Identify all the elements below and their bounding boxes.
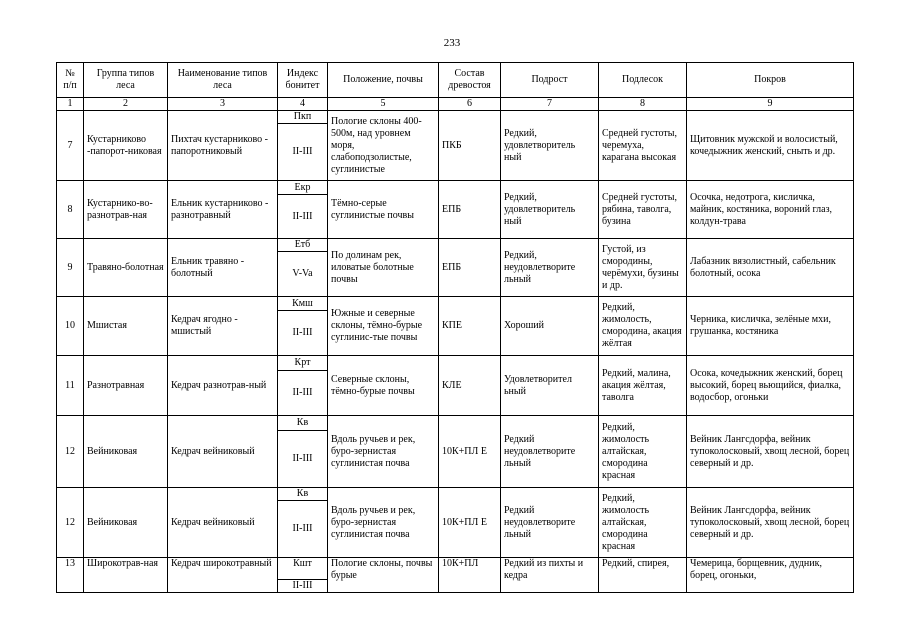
undergrowth-cell: Редкий неудовлетворите льный	[501, 488, 599, 558]
table-row	[57, 488, 854, 501]
row-number: 11	[57, 356, 84, 416]
forest-type-name: Ельник кустарниково - разнотравный	[168, 181, 278, 239]
group-cell: Кустарниково -папорот-никовая	[84, 111, 168, 181]
header-name: Наименование типов леса	[168, 63, 278, 98]
index-cell: Етб	[278, 239, 328, 252]
cover-cell: Черника, кисличка, зелёные мхи, грушанка, костяника	[687, 297, 854, 356]
column-number: 2	[84, 98, 168, 111]
index-cell: Кмш	[278, 297, 328, 311]
forest-type-name: Кедрач ягодно - мшистый	[168, 297, 278, 356]
table-row	[57, 111, 854, 124]
index-cell: Кв	[278, 488, 328, 501]
header-index: Индекс бонитет	[278, 63, 328, 98]
group-cell: Вейниковая	[84, 488, 168, 558]
index-cell: Пкп	[278, 111, 328, 124]
header-undergrowth: Подрост	[501, 63, 599, 98]
undergrowth-cell: Редкий, удовлетворитель ный	[501, 181, 599, 239]
column-number: 6	[439, 98, 501, 111]
table-row	[57, 416, 854, 431]
undergrowth-cell: Удовлетворител ьный	[501, 356, 599, 416]
bonitet-cell: II-III	[278, 371, 328, 416]
group-cell: Кустарнико-во-разнотрав-ная	[84, 181, 168, 239]
position-cell: Пологие склоны, почвы бурые	[328, 558, 439, 580]
forest-types-table	[56, 62, 854, 593]
row-number: 9	[57, 239, 84, 297]
shrubs-cell: Редкий, жимолость алтайская, смородина красная	[599, 488, 687, 558]
column-number: 1	[57, 98, 84, 111]
composition-cell: КЛЕ	[439, 356, 501, 416]
position-cell: Вдоль ручьев и рек, буро-зернистая суглинистая почва	[328, 416, 439, 488]
page-number: 233	[443, 37, 461, 49]
undergrowth-cell: Хороший	[501, 297, 599, 356]
cover-cell: Щитовник мужской и волосистый, кочедыжник женский, сныть и др.	[687, 111, 854, 181]
shrubs-cell: Средней густоты, черемуха, карагана высокая	[599, 111, 687, 181]
cover-cell: Лабазник вязолистный, сабельник болотный, осока	[687, 239, 854, 297]
undergrowth-cell: Редкий из пихты и кедра	[501, 558, 599, 580]
cover-cell: Чемерица, борщевник, дудник, борец, огоньки,	[687, 558, 854, 580]
forest-type-name: Кедрач широкотравный	[168, 558, 278, 580]
row-number: 12	[57, 488, 84, 558]
composition-cell: 10К+ПЛ	[439, 558, 501, 580]
position-cell: Тёмно-серые суглинистые почвы	[328, 181, 439, 239]
header-composition: Состав древостоя	[439, 63, 501, 98]
table-row	[57, 181, 854, 195]
group-cell: Травяно-болотная	[84, 239, 168, 297]
column-number: 8	[599, 98, 687, 111]
cover-cell: Осочка, недотрога, кисличка, майник, костяника, вороний глаз, колдун-трава	[687, 181, 854, 239]
row-number: 13	[57, 558, 84, 580]
bonitet-cell: II-III	[278, 124, 328, 181]
forest-type-name: Пихтач кустарниково - папоротниковый	[168, 111, 278, 181]
position-cell: Вдоль ручьев и рек, буро-зернистая суглинистая почва	[328, 488, 439, 558]
shrubs-cell: Средней густоты, рябина, таволга, бузина	[599, 181, 687, 239]
row-number: 7	[57, 111, 84, 181]
group-cell: Разнотравная	[84, 356, 168, 416]
cover-cell: Вейник Лангсдорфа, вейник тупоколосковый, хвощ лесной, борец северный и др.	[687, 488, 854, 558]
shrubs-cell: Редкий, малина, акация жёлтая, таволга	[599, 356, 687, 416]
composition-cell: ЕПБ	[439, 181, 501, 239]
undergrowth-cell: Редкий, удовлетворитель ный	[501, 111, 599, 181]
forest-type-name: Кедрач вейниковый	[168, 488, 278, 558]
header-num: № п/п	[57, 63, 84, 98]
header-position: Положение, почвы	[328, 63, 439, 98]
table-row	[57, 239, 854, 252]
group-cell: Мшистая	[84, 297, 168, 356]
forest-type-name: Кедрач разнотрав-ный	[168, 356, 278, 416]
index-cell: Крт	[278, 356, 328, 371]
bonitet-cell: V-Va	[278, 252, 328, 297]
bonitet-cell: II-III	[278, 431, 328, 488]
column-number: 9	[687, 98, 854, 111]
shrubs-cell: Редкий, жимолость, смородина, акация жёлтая	[599, 297, 687, 356]
position-cell: Северные склоны, тёмно-бурые почвы	[328, 356, 439, 416]
position-cell: Пологие склоны 400-500м, над уровнем моря, слабоподзолистые, суглинистые	[328, 111, 439, 181]
table-row	[57, 558, 854, 580]
column-number: 4	[278, 98, 328, 111]
table-row	[57, 356, 854, 371]
row-number: 8	[57, 181, 84, 239]
position-cell: Южные и северные склоны, тёмно-бурые суглинис-тые почвы	[328, 297, 439, 356]
column-number-row	[57, 98, 854, 111]
undergrowth-cell: Редкий неудовлетворите льный	[501, 416, 599, 488]
forest-type-name: Ельник травяно - болотный	[168, 239, 278, 297]
row-number: 10	[57, 297, 84, 356]
group-cell: Широкотрав-ная	[84, 558, 168, 580]
bonitet-cell: II-III	[278, 195, 328, 239]
bonitet-cell: II-III	[278, 311, 328, 356]
column-number: 3	[168, 98, 278, 111]
forest-type-name: Кедрач вейниковый	[168, 416, 278, 488]
index-cell: Кв	[278, 416, 328, 431]
index-cell: Екр	[278, 181, 328, 195]
header-cover: Покров	[687, 63, 854, 98]
composition-cell: КПЕ	[439, 297, 501, 356]
column-number: 5	[328, 98, 439, 111]
header-shrubs: Подлесок	[599, 63, 687, 98]
composition-cell: ПКБ	[439, 111, 501, 181]
table-row	[57, 297, 854, 311]
composition-cell: ЕПБ	[439, 239, 501, 297]
header-row	[57, 63, 854, 98]
bonitet-cell: II-III	[278, 580, 328, 593]
undergrowth-cell: Редкий, неудовлетворите льный	[501, 239, 599, 297]
header-group: Группа типов леса	[84, 63, 168, 98]
shrubs-cell: Редкий, жимолость алтайская, смородина красная	[599, 416, 687, 488]
cover-cell: Осока, кочедыжник женский, борец высокий, борец вьющийся, фиалка, водосбор, огоньки	[687, 356, 854, 416]
bonitet-cell: II-III	[278, 501, 328, 558]
index-cell: Кшт	[278, 558, 328, 580]
cover-cell: Вейник Лангсдорфа, вейник тупоколосковый, хвощ лесной, борец северный и др.	[687, 416, 854, 488]
composition-cell: 10К+ПЛ Е	[439, 416, 501, 488]
row-number: 12	[57, 416, 84, 488]
group-cell: Вейниковая	[84, 416, 168, 488]
column-number: 7	[501, 98, 599, 111]
shrubs-cell: Густой, из смородины, черёмухи, бузины и др.	[599, 239, 687, 297]
position-cell: По долинам рек, иловатые болотные почвы	[328, 239, 439, 297]
composition-cell: 10К+ПЛ Е	[439, 488, 501, 558]
shrubs-cell: Редкий, спирея,	[599, 558, 687, 580]
